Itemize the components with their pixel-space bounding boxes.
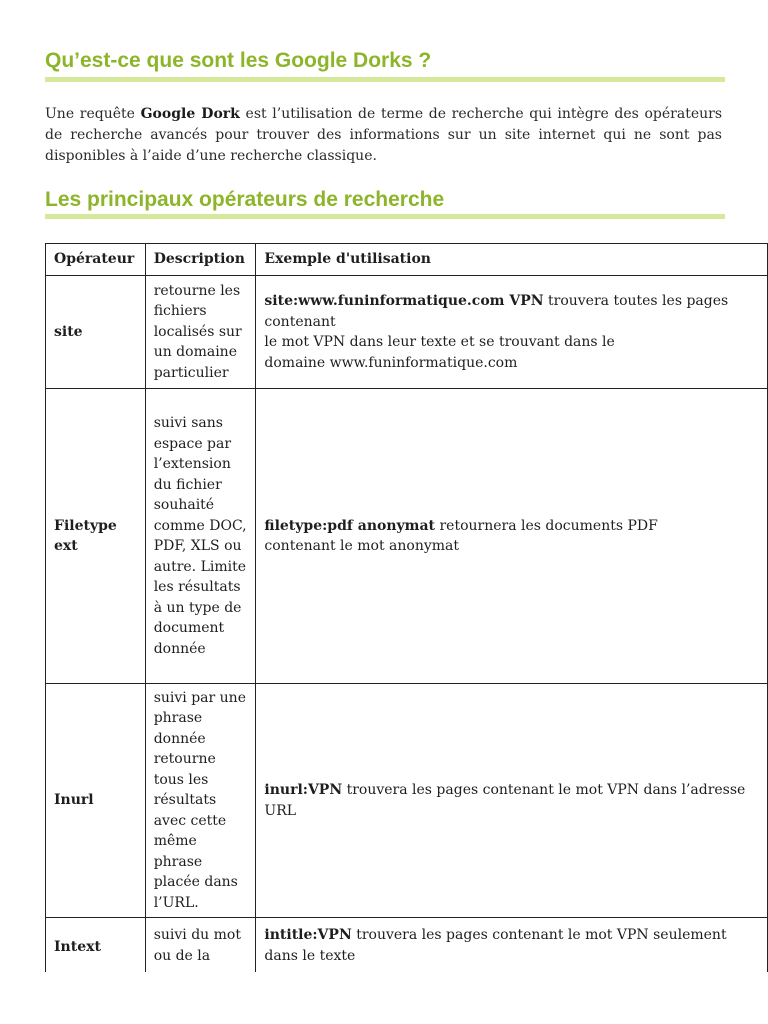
description-cell: suivi par une phrase donnée retourne tous les résultats avec cette même phrase placée dans l’URL. — [145, 684, 256, 918]
table-row — [46, 684, 768, 918]
intro-bold-term: Google Dork — [140, 106, 240, 122]
table-row — [46, 276, 768, 389]
example-query: site:www.funinformatique.com VPN — [264, 293, 544, 309]
section-title-google-dorks: Qu’est-ce que sont les Google Dorks ? — [45, 49, 432, 72]
example-text: domaine www.funinformatique.com — [264, 354, 518, 371]
description-cell: retourne les fichiers localisés sur un domaine particulier — [145, 276, 256, 389]
operator-cell — [46, 389, 146, 684]
operators-table — [45, 243, 768, 972]
table-row — [46, 389, 768, 684]
operator-cell: Intext — [46, 918, 146, 973]
example-text: retournera les documents PDF — [435, 517, 658, 534]
intro-text-start: Une requête — [45, 106, 141, 122]
example-cell — [256, 389, 768, 684]
operator-cell: site — [46, 276, 146, 389]
example-cell — [256, 276, 768, 389]
operator-cell: Inurl — [46, 684, 146, 918]
example-text: trouvera toutes les pages contenant — [264, 293, 729, 330]
column-header-operator: Opérateur — [46, 244, 146, 276]
table-header-row — [46, 244, 768, 276]
example-text: trouvera les pages contenant le mot VPN dans l’adresse URL — [264, 782, 746, 819]
table-row — [46, 918, 768, 973]
example-text: trouvera les pages contenant le mot VPN seulement dans le texte — [264, 927, 727, 964]
example-text: contenant le mot anonymat — [264, 538, 460, 554]
description-cell: suivi du mot ou de la — [145, 918, 256, 973]
operator-name: Filetype — [54, 517, 117, 534]
intro-text-end: est l’utilisation de terme de recherche qui intègre des opérateurs de recherche avancés pour trouver des informations sur un site internet qui ne sont pas disponibles à l’aide d’une recherche classique. — [45, 106, 723, 164]
operator-arg: ext — [54, 538, 78, 554]
example-query: intitle:VPN — [264, 927, 352, 943]
example-text: le mot VPN dans leur texte et se trouvant dans le — [264, 334, 615, 350]
example-cell — [256, 684, 768, 918]
column-header-example: Exemple d'utilisation — [256, 244, 768, 276]
section-title-operators: Les principaux opérateurs de recherche — [45, 188, 445, 211]
column-header-description: Description — [145, 244, 256, 276]
example-query: inurl:VPN — [264, 782, 343, 798]
example-cell — [256, 918, 768, 973]
example-query: filetype:pdf anonymat — [264, 517, 436, 534]
description-cell: suivi sans espace par l’extension du fichier souhaité comme DOC, PDF, XLS ou autre. Limite les résultats à un type de document donnée — [145, 389, 256, 684]
